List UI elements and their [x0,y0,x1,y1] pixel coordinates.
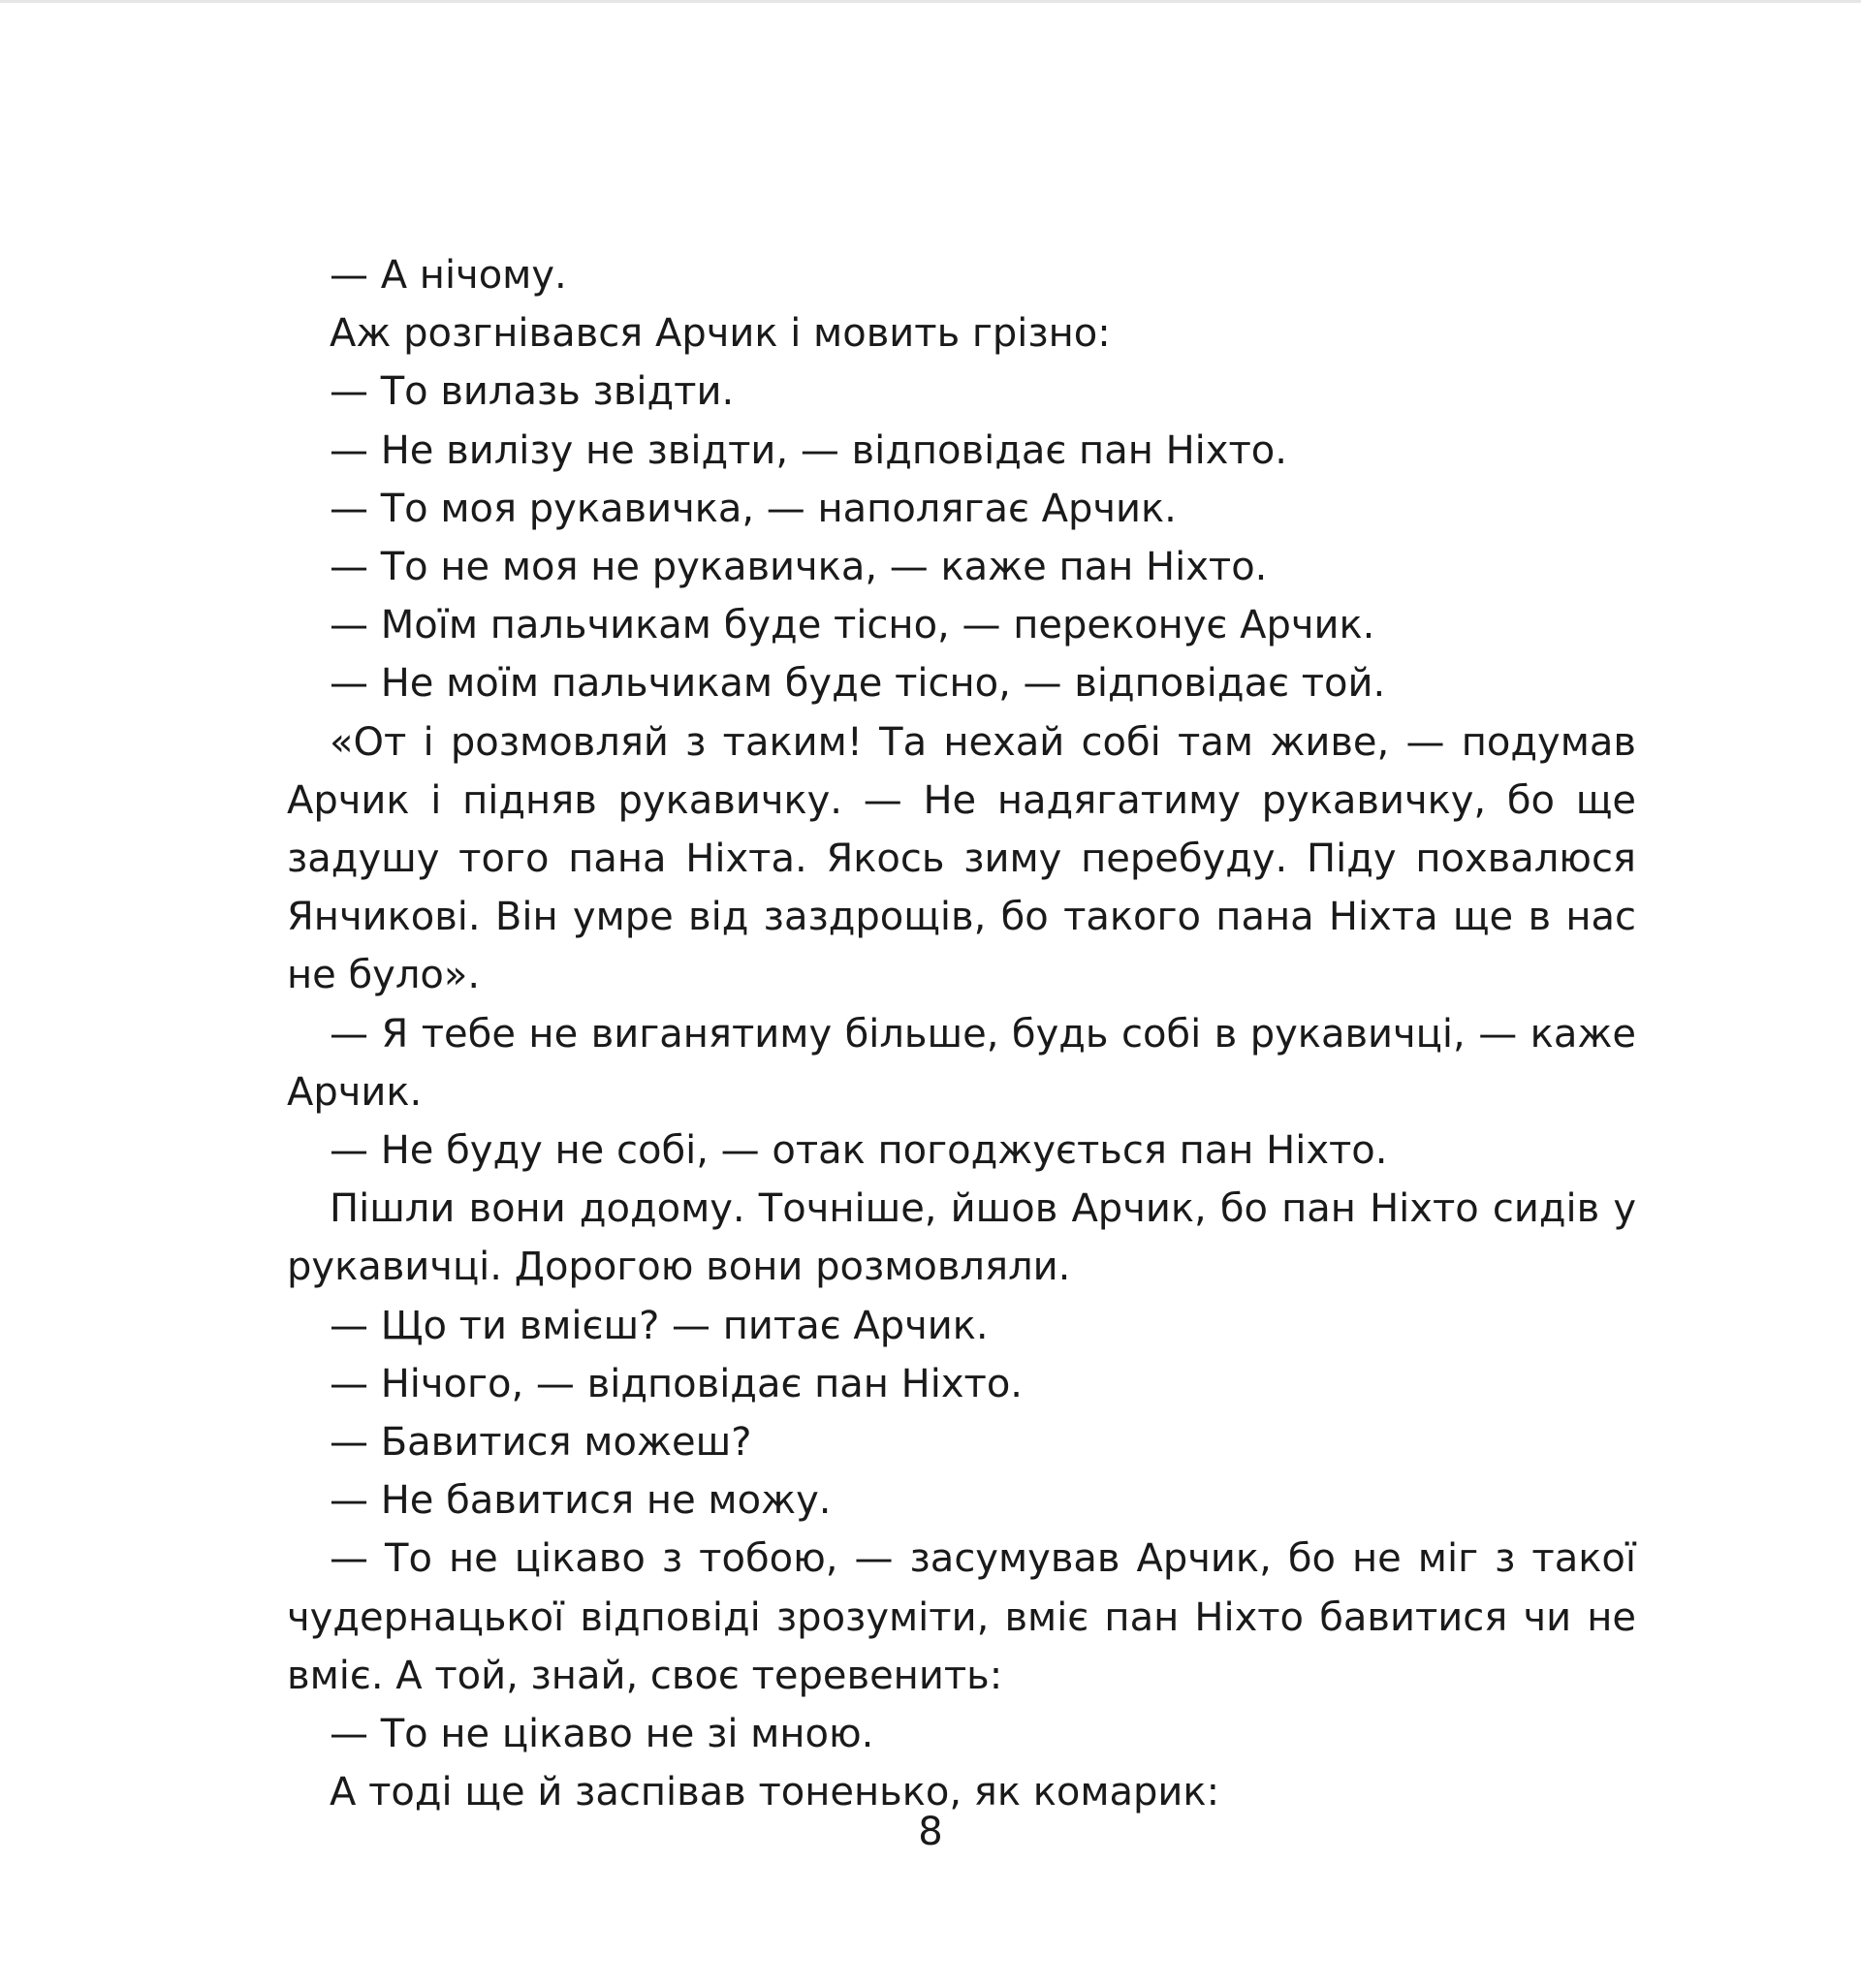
paragraph: А тоді ще й заспівав тоненько, як комарик: [330,1770,1220,1815]
paragraph: — То не цікаво не зі мною. [330,1712,874,1757]
paragraph: — Не бавитися не можу. [330,1478,832,1524]
paragraph: — То вилазь звідти. [330,369,735,415]
paragraph: — Бавитися можеш? [330,1420,752,1466]
paragraph: Аж розгнівався Арчик і мовить грізно: [330,311,1111,357]
paragraph: — Моїм пальчикам буде тісно, — переконує Арчик. [330,603,1375,648]
paragraph: — То не цікаво з тобою, — засумував Арчик, бо не міг з такої чудернацької відповіді зрозуміти, вміє пан Ніхто бавитися чи не вміє. А той, знай, своє теревенить: [287,1536,1636,1698]
paragraph: — Що ти вмієш? — питає Арчик. [330,1303,989,1348]
page-number: 8 [918,1810,943,1854]
paragraph: — То моя рукавичка, — наполягає Арчик. [330,486,1177,531]
paragraph: Пішли вони додому. Точніше, йшов Арчик, бо пан Ніхто сидів у рукавичці. Дорогою вони розмовляли. [287,1186,1636,1290]
paragraph: — Не моїм пальчикам буде тісно, — відповідає той. [330,661,1386,707]
paragraph: — То не моя не рукавичка, — каже пан Ніхто. [330,545,1268,590]
paragraph: — Я тебе не виганятиму більше, будь собі в рукавичці, — каже Арчик. [287,1011,1636,1115]
paragraph: — Не буду не собі, — отак погоджується пан Ніхто. [330,1128,1388,1174]
paragraph: — Не вилізу не звідти, — відповідає пан Ніхто. [330,427,1287,473]
paragraph: — А нічому. [330,253,567,298]
body-text [287,246,1636,1821]
paragraph: — Нічого, — відповідає пан Ніхто. [330,1361,1024,1406]
paragraph: «От і розмовляй з таким! Та нехай собі там живе, — подумав Арчик і підняв рукавичку. — Не надягатиму рукавичку, бо ще задушу того пана Ніхта. Якось зиму перебуду. Піду похвалюся Янчикові. Він умре від заздрощів, бо такого пана Ніхта ще в нас не було». [287,719,1636,998]
top-border [0,0,1861,3]
